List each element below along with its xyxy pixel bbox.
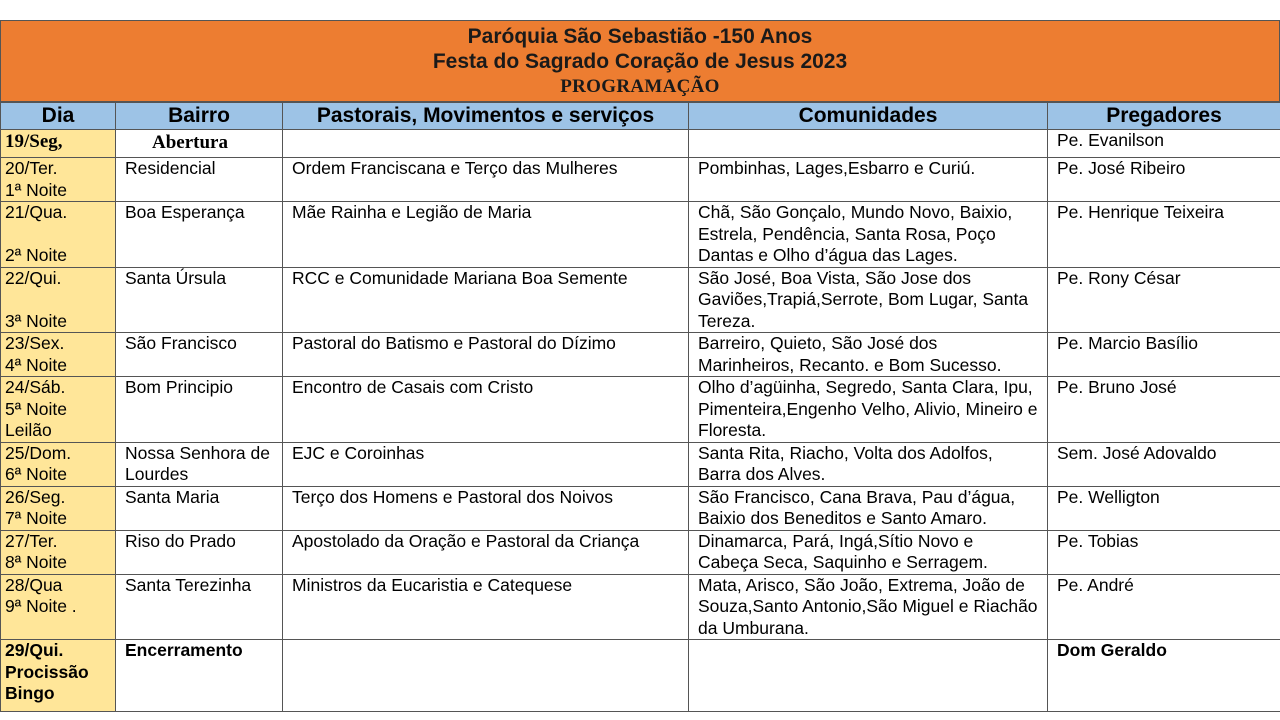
day-cell — [1, 333, 116, 377]
night-line: 3ª Noite — [5, 310, 67, 331]
day-cell — [1, 640, 116, 712]
bairro-cell: Riso do Prado — [116, 530, 283, 574]
pastorais-cell — [283, 130, 689, 158]
day-line: 27/Ter. — [5, 530, 58, 551]
bairro-cell: Encerramento — [116, 640, 283, 712]
bairro-cell: Santa Úrsula — [116, 267, 283, 333]
comunidades-cell: Mata, Arisco, São João, Extrema, João de Souza,Santo Antonio,São Miguel e Riachão da Umburana. — [689, 574, 1048, 640]
comunidades-cell: Santa Rita, Riacho, Volta dos Adolfos, Barra dos Alves. — [689, 442, 1048, 486]
procession-line: Procissão — [5, 661, 89, 682]
bairro-cell: Santa Terezinha — [116, 574, 283, 640]
pregador-cell: Pe. Tobias — [1048, 530, 1280, 574]
table-row — [1, 158, 1280, 202]
day-line: 19/Seg, — [5, 131, 63, 152]
day-line: 23/Sex. — [5, 333, 65, 353]
comunidades-cell: Chã, São Gonçalo, Mundo Novo, Baixio, Estrela, Pendência, Santa Rosa, Poço Dantas e Olho d’água das Lages. — [689, 202, 1048, 268]
comunidades-cell: Olho d’agüinha, Segredo, Santa Clara, Ipu, Pimenteira,Engenho Velho, Alivio, Mineiro e Floresta. — [689, 377, 1048, 443]
title-line-3: PROGRAMAÇÃO — [560, 76, 720, 97]
pastorais-cell: Ministros da Eucaristia e Catequese — [283, 574, 689, 640]
day-cell — [1, 486, 116, 530]
title-line-2: Festa do Sagrado Coração de Jesus 2023 — [432, 50, 848, 73]
pregador-cell: Pe. Marcio Basílio — [1048, 333, 1280, 377]
column-header-pregadores: Pregadores — [1048, 103, 1280, 130]
table-row — [1, 202, 1280, 268]
day-cell — [1, 130, 116, 158]
day-cell — [1, 202, 116, 268]
pregador-cell: Pe. Rony César — [1048, 267, 1280, 333]
bairro-cell: Nossa Senhora de Lourdes — [116, 442, 283, 486]
day-cell — [1, 158, 116, 202]
day-cell — [1, 377, 116, 443]
day-line: 24/Sáb. — [5, 377, 66, 397]
day-cell — [1, 267, 116, 333]
pregador-cell: Pe. Henrique Teixeira — [1048, 202, 1280, 268]
column-header-dia: Dia — [1, 103, 116, 130]
day-line: 20/Ter. — [5, 158, 58, 178]
day-cell — [1, 530, 116, 574]
event-line: Leilão — [5, 420, 52, 440]
night-line: 2ª Noite — [5, 245, 67, 265]
day-cell — [1, 574, 116, 640]
comunidades-cell: Pombinhas, Lages,Esbarro e Curiú. — [689, 158, 1048, 202]
column-header-row — [1, 103, 1280, 130]
bairro-cell: Residencial — [116, 158, 283, 202]
table-row — [1, 333, 1280, 377]
pastorais-cell: Apostolado da Oração e Pastoral da Criança — [283, 530, 689, 574]
night-line: 6ª Noite — [5, 464, 67, 484]
pastorais-cell: Encontro de Casais com Cristo — [283, 377, 689, 443]
pregador-cell: Pe. Bruno José — [1048, 377, 1280, 443]
column-header-bairro: Bairro — [116, 103, 283, 130]
pastorais-cell — [283, 640, 689, 712]
pregador-cell: Dom Geraldo — [1048, 640, 1280, 712]
pregador-cell: Sem. José Adovaldo — [1048, 442, 1280, 486]
bairro-cell: Santa Maria — [116, 486, 283, 530]
pregador-cell: Pe. André — [1048, 574, 1280, 640]
day-line: 29/Qui. — [5, 640, 64, 660]
day-cell — [1, 442, 116, 486]
night-line: 7ª Noite — [5, 508, 67, 528]
day-line: 26/Seg. — [5, 486, 66, 507]
table-row — [1, 377, 1280, 443]
pregador-cell: Pe. Evanilson — [1048, 130, 1280, 158]
comunidades-cell: Dinamarca, Pará, Ingá,Sítio Novo e Cabeça Seca, Saquinho e Serragem. — [689, 530, 1048, 574]
night-line: 9ª Noite . — [5, 596, 77, 616]
comunidades-cell: São Francisco, Cana Brava, Pau d’água, Baixio dos Beneditos e Santo Amaro. — [689, 486, 1048, 530]
column-header-comunidades: Comunidades — [689, 103, 1048, 130]
day-line: 22/Qui. — [5, 267, 62, 288]
pregador-cell: Pe. Welligton — [1048, 486, 1280, 530]
pastorais-cell: Ordem Franciscana e Terço das Mulheres — [283, 158, 689, 202]
bairro-cell: Boa Esperança — [116, 202, 283, 268]
comunidades-cell — [689, 640, 1048, 712]
day-line: 28/Qua — [5, 574, 63, 595]
comunidades-cell — [689, 130, 1048, 158]
table-row — [1, 130, 1280, 158]
pastorais-cell: RCC e Comunidade Mariana Boa Semente — [283, 267, 689, 333]
table-row — [1, 486, 1280, 530]
table-row — [1, 640, 1280, 712]
comunidades-cell: Barreiro, Quieto, São José dos Marinheiros, Recanto. e Bom Sucesso. — [689, 333, 1048, 377]
table-row — [1, 530, 1280, 574]
title-banner — [0, 20, 1280, 102]
table-row — [1, 442, 1280, 486]
pregador-cell: Pe. José Ribeiro — [1048, 158, 1280, 202]
night-line: 1ª Noite — [5, 179, 67, 200]
bairro-cell: Bom Principio — [116, 377, 283, 443]
schedule-table — [0, 102, 1280, 712]
pastorais-cell: EJC e Coroinhas — [283, 442, 689, 486]
night-line: 4ª Noite — [5, 354, 67, 375]
title-line-1: Paróquia São Sebastião -150 Anos — [467, 25, 813, 48]
day-line: 21/Qua. — [5, 202, 68, 222]
pastorais-cell: Terço dos Homens e Pastoral dos Noivos — [283, 486, 689, 530]
table-row — [1, 574, 1280, 640]
day-line: 25/Dom. — [5, 442, 72, 463]
night-line: 8ª Noite — [5, 552, 67, 572]
pastorais-cell: Mãe Rainha e Legião de Maria — [283, 202, 689, 268]
night-line: 5ª Noite — [5, 398, 67, 419]
comunidades-cell: São José, Boa Vista, São Jose dos Gaviões,Trapiá,Serrote, Bom Lugar, Santa Tereza. — [689, 267, 1048, 333]
bingo-line: Bingo — [5, 683, 55, 703]
column-header-pastorais: Pastorais, Movimentos e serviços — [283, 103, 689, 130]
table-row — [1, 267, 1280, 333]
program-sheet — [0, 20, 1280, 712]
pastorais-cell: Pastoral do Batismo e Pastoral do Dízimo — [283, 333, 689, 377]
bairro-cell: Abertura — [116, 130, 283, 158]
bairro-cell: São Francisco — [116, 333, 283, 377]
